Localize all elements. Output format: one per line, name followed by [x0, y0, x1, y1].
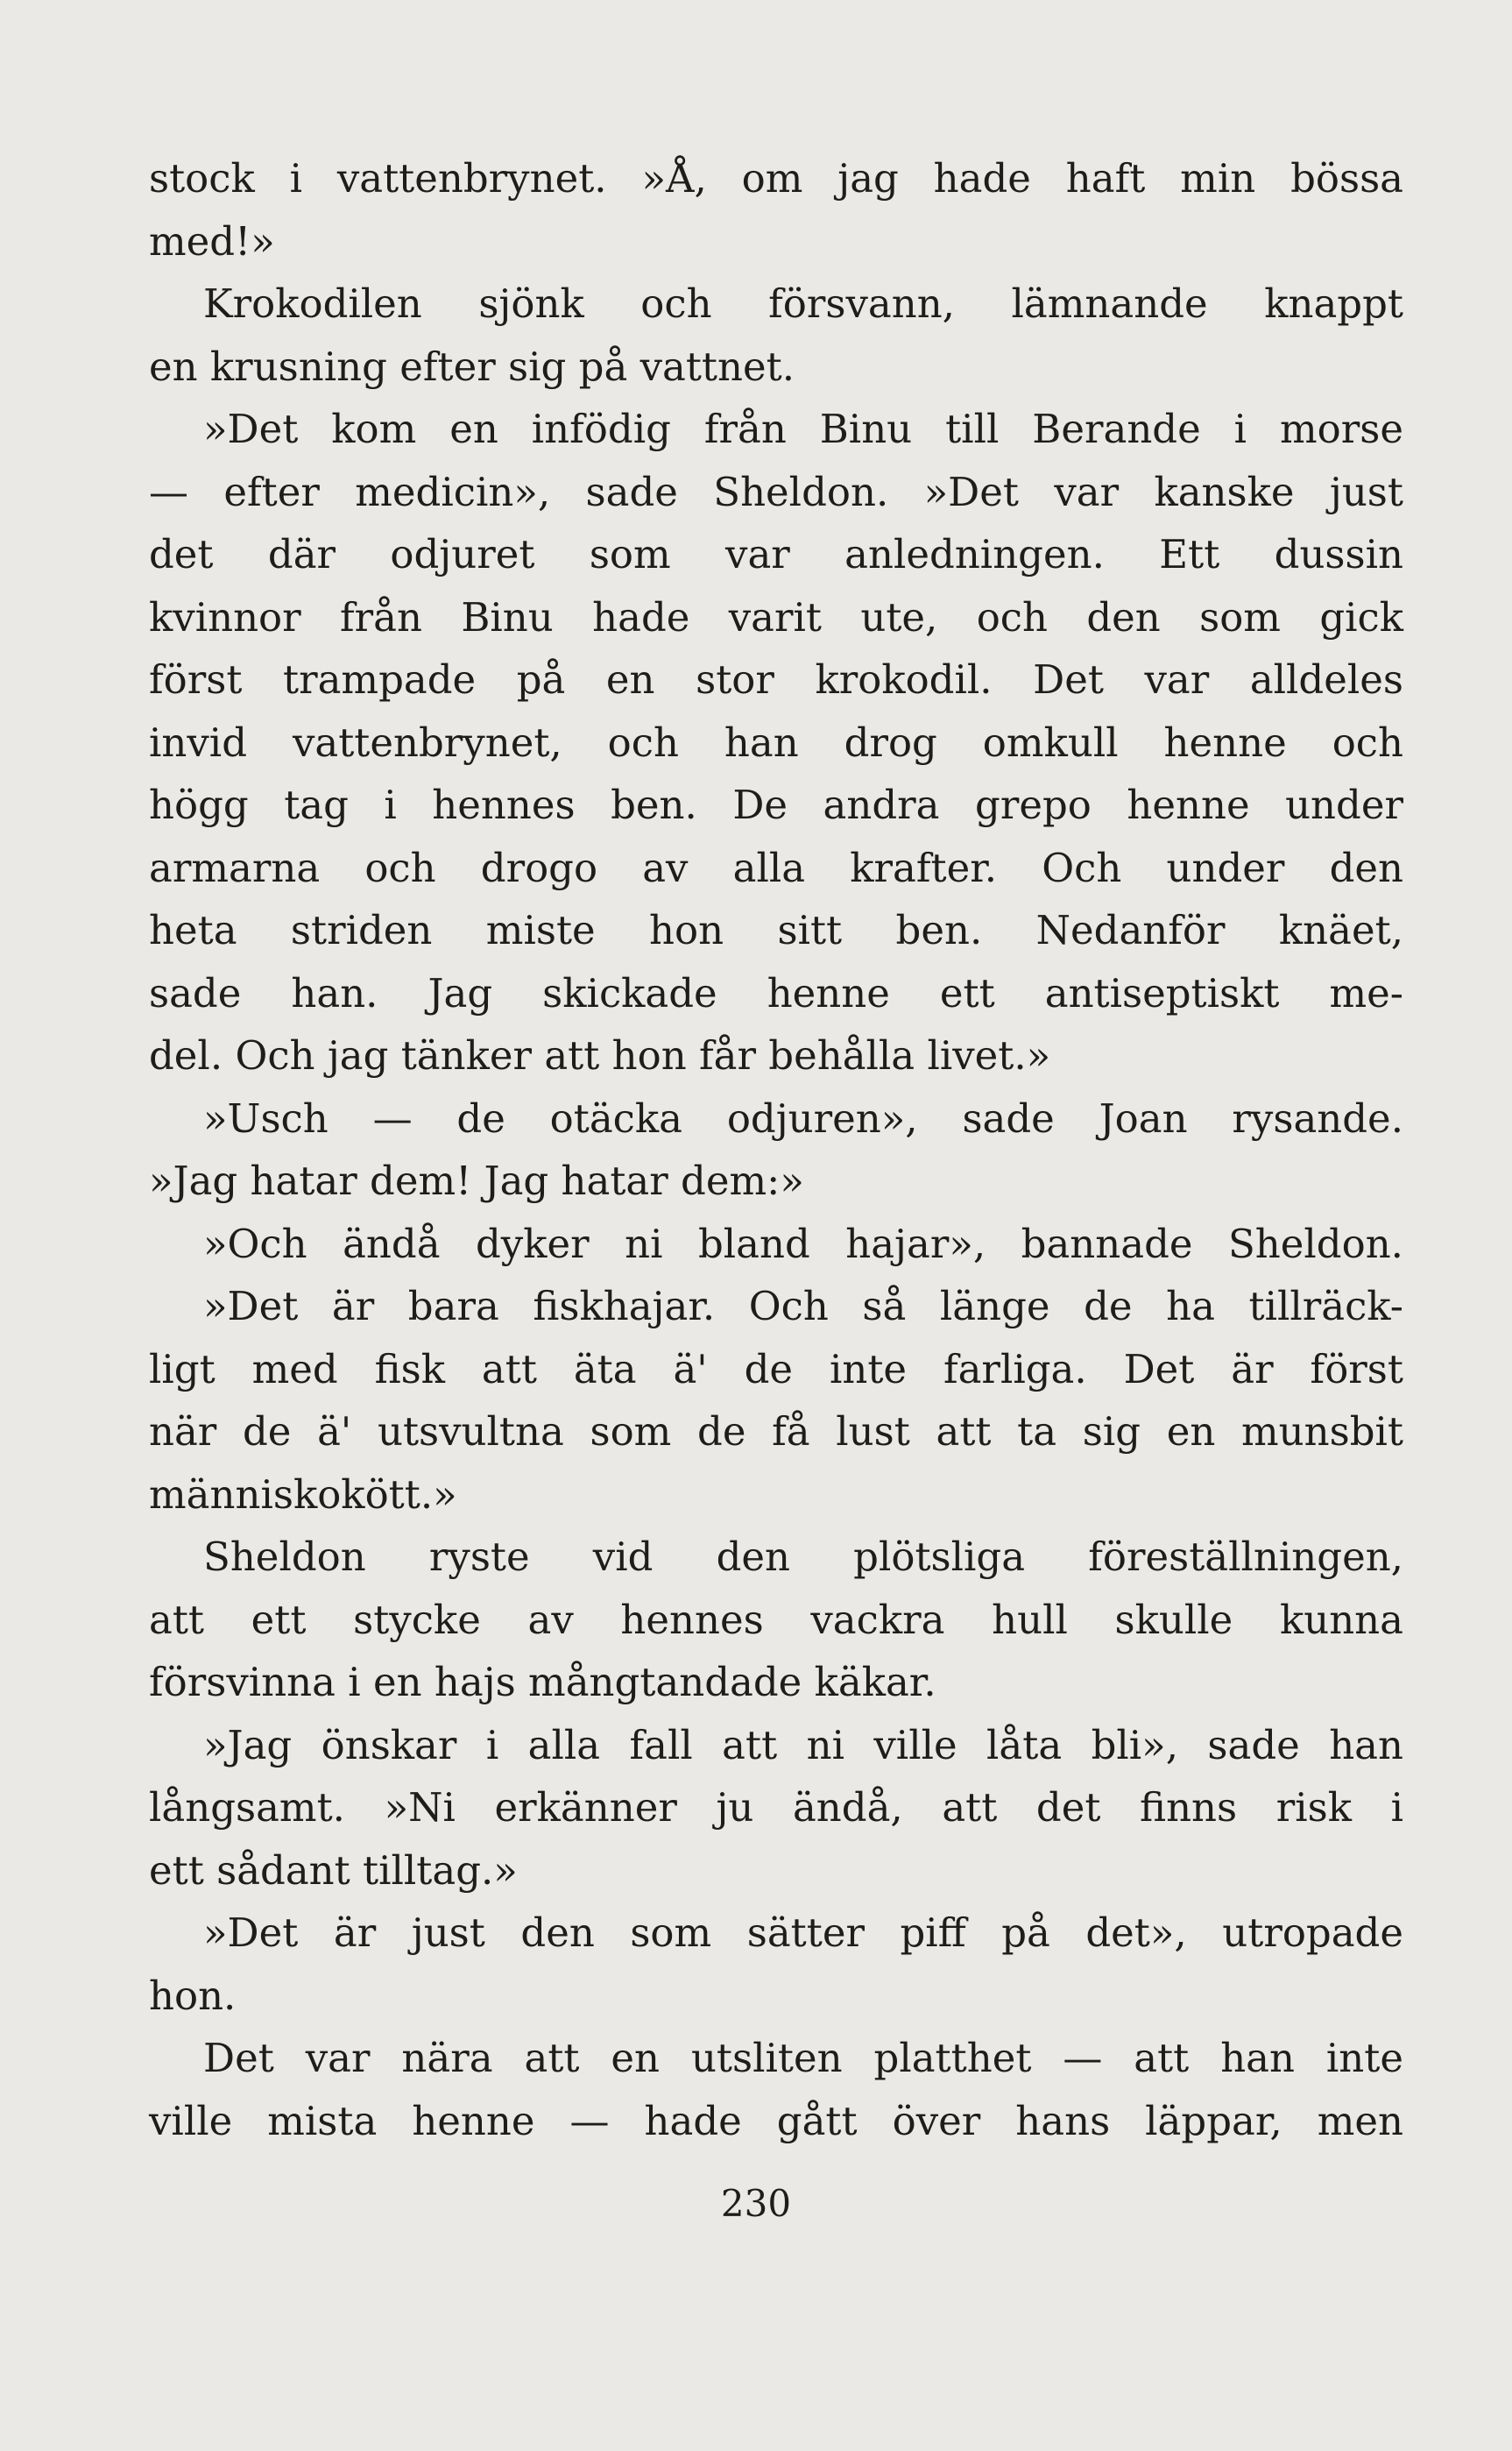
body-text	[149, 147, 1403, 2152]
text-line: när de ä' utsvultna som de få lust att ta sig en munsbit	[149, 1408, 1403, 1455]
text-line: först trampade på en stor krokodil. Det var alldeles	[149, 656, 1403, 703]
text-line: »Usch — de otäcka odjuren», sade Joan rysande.	[203, 1094, 1403, 1142]
text-line: sade han. Jag skickade henne ett antiseptiskt me-	[149, 969, 1403, 1017]
text-line: invid vattenbrynet, och han drog omkull henne och	[149, 719, 1403, 766]
text-line: högg tag i hennes ben. De andra grepo henne under	[149, 782, 1403, 828]
text-line: ett sådant tilltag.»	[149, 1846, 518, 1894]
text-line: människokött.»	[149, 1470, 457, 1518]
text-line: en krusning efter sig på vattnet.	[149, 343, 795, 390]
text-line: »Och ändå dyker ni bland hajar», bannade Sheldon.	[203, 1220, 1403, 1267]
text-line: del. Och jag tänker att hon får behålla livet.»	[149, 1032, 1051, 1079]
text-line: ville mista henne — hade gått över hans läppar, men	[149, 2097, 1403, 2144]
text-line: »Det kom en infödig från Binu till Berande i morse	[203, 406, 1403, 452]
text-line: »Det är just den som sätter piff på det», utropade	[203, 1909, 1403, 1956]
text-line: kvinnor från Binu hade varit ute, och den som gick	[149, 593, 1403, 641]
text-line: det där odjuret som var anledningen. Ett dussin	[149, 531, 1403, 577]
text-line: Krokodilen sjönk och försvann, lämnande knappt	[203, 280, 1403, 327]
text-line: »Det är bara fiskhajar. Och så länge de ha tillräck-	[203, 1283, 1403, 1329]
text-line: »Jag önskar i alla fall att ni ville låta bli», sade han	[203, 1721, 1403, 1768]
text-line: — efter medicin», sade Sheldon. »Det var kanske just	[149, 468, 1403, 515]
text-line: heta striden miste hon sitt ben. Nedanför knäet,	[149, 907, 1403, 953]
text-line: stock i vattenbrynet. »Å, om jag hade haft min bössa	[149, 155, 1403, 202]
text-line: försvinna i en hajs mångtandade käkar.	[149, 1659, 936, 1705]
text-line: ligt med fisk att äta ä' de inte farliga. Det är först	[149, 1345, 1403, 1392]
page-number: 230	[720, 2182, 792, 2225]
text-line: »Jag hatar dem! Jag hatar dem:»	[149, 1158, 804, 1204]
text-line: med!»	[149, 217, 275, 265]
text-line: långsamt. »Ni erkänner ju ändå, att det finns risk i	[149, 1784, 1403, 1831]
text-line: Sheldon ryste vid den plötsliga föreställningen,	[203, 1534, 1403, 1580]
text-line: Det var nära att en utsliten platthet — att han inte	[203, 2035, 1403, 2081]
text-line: armarna och drogo av alla krafter. Och under den	[149, 844, 1403, 891]
text-line: att ett stycke av hennes vackra hull skulle kunna	[149, 1596, 1403, 1643]
text-line: hon.	[149, 1972, 237, 2019]
